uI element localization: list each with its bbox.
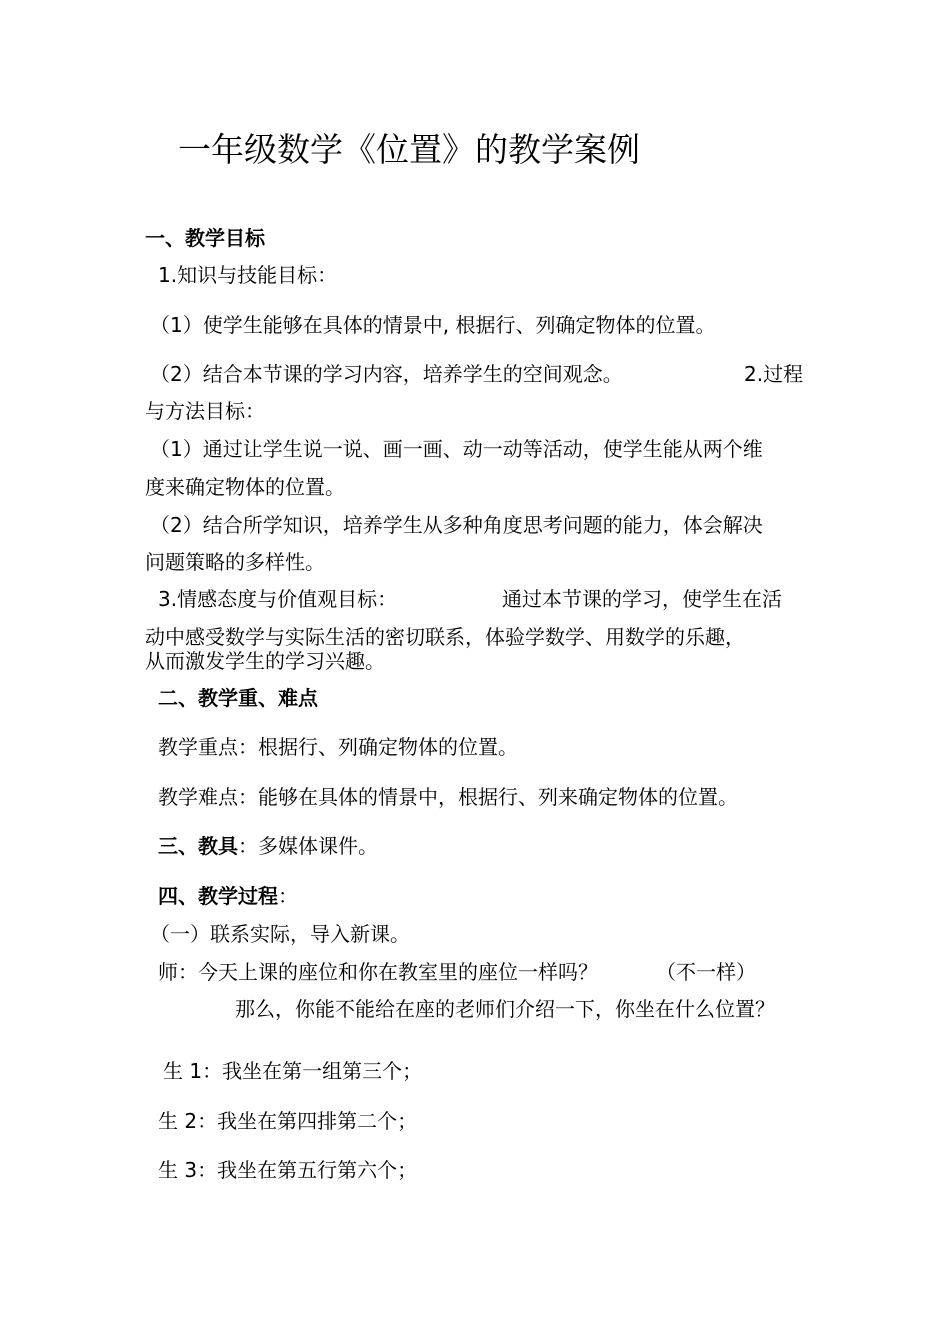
goal-1-item-1: （1）使学生能够在具体的情景中, 根据行、列确定物体的位置。 bbox=[150, 313, 716, 337]
goal-2-item-1-line-1: （1）通过让学生说一说、画一画、动一动等活动，使学生能从两个维 bbox=[150, 437, 763, 461]
student-answer-2: 生 2：我坐在第四排第二个； bbox=[158, 1109, 418, 1133]
section-heading-key-points: 二、教学重、难点 bbox=[158, 686, 318, 710]
section-heading-goals: 一、教学目标 bbox=[145, 226, 265, 250]
section-heading-process: 四、教学过程 bbox=[158, 884, 278, 908]
goal-3-text-line-2: 动中感受数学与实际生活的密切联系，体验学数学、用数学的乐趣， bbox=[145, 625, 745, 649]
goal-1-item-2: （2）结合本节课的学习内容，培养学生的空间观念。 bbox=[150, 362, 623, 386]
goal-2-label-start: 2.过程 bbox=[744, 362, 804, 386]
goal-2-item-1-line-2: 度来确定物体的位置。 bbox=[145, 475, 345, 499]
process-heading-line bbox=[158, 884, 298, 908]
goal-3-text-line-1: 通过本节课的学习，使学生在活 bbox=[502, 587, 782, 611]
section-heading-teaching-aids: 三、教具 bbox=[158, 834, 238, 858]
goal-3-label: 3.情感态度与价值观目标： bbox=[158, 587, 398, 611]
teaching-aids-line bbox=[158, 834, 378, 858]
student-answer-1: 生 1：我坐在第一组第三个； bbox=[163, 1059, 423, 1083]
student-answer-3: 生 3：我坐在第五行第六个； bbox=[158, 1158, 418, 1182]
key-point-text: 教学重点：根据行、列确定物体的位置。 bbox=[158, 735, 518, 759]
goal-2-item-2-line-1: （2）结合所学知识，培养学生从多种角度思考问题的能力，体会解决 bbox=[150, 513, 763, 537]
goal-1-label: 1.知识与技能目标： bbox=[158, 263, 338, 287]
goal-3-text-line-3: 从而激发学生的学习兴趣。 bbox=[145, 649, 385, 673]
goal-2-item-2-line-2: 问题策略的多样性。 bbox=[145, 550, 325, 574]
teacher-question-1: 师：今天上课的座位和你在教室里的座位一样吗？ bbox=[158, 960, 598, 984]
goal-2-label-end: 与方法目标： bbox=[145, 399, 265, 423]
teacher-question-2: 那么，你能不能给在座的老师们介绍一下，你坐在什么位置？ bbox=[235, 997, 775, 1021]
process-heading-colon: ： bbox=[278, 884, 298, 908]
teacher-question-1-answer: （不一样） bbox=[656, 960, 756, 984]
process-subheading-1: （一）联系实际，导入新课。 bbox=[150, 922, 410, 946]
teaching-aids-text: ：多媒体课件。 bbox=[238, 834, 378, 858]
page-title: 一年级数学《位置》的教学案例 bbox=[178, 130, 640, 169]
difficulty-text: 教学难点：能够在具体的情景中，根据行、列来确定物体的位置。 bbox=[158, 785, 738, 809]
